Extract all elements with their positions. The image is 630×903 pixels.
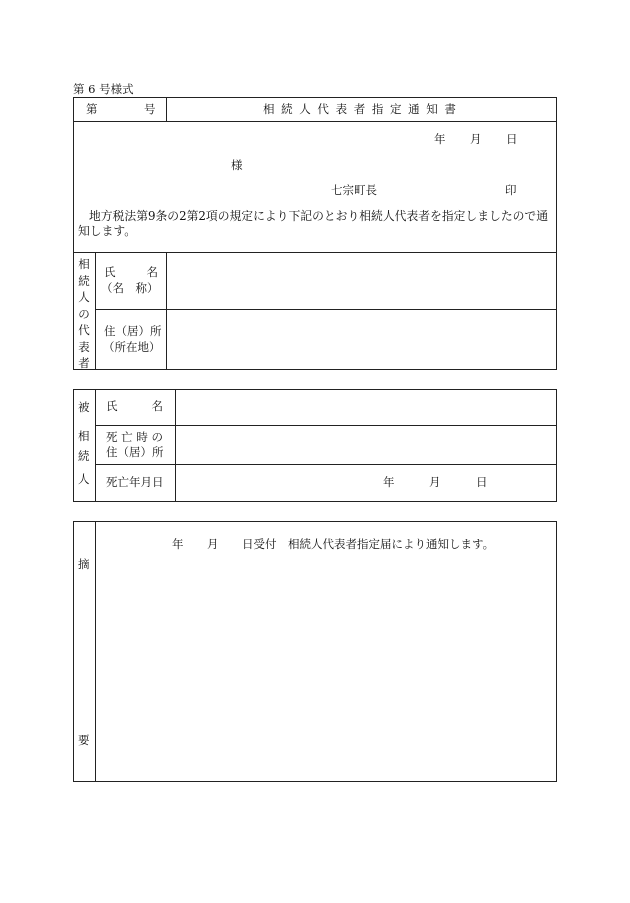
header-divider [73,121,557,122]
remarks-side-bottom: 要 [78,733,90,747]
death-address-label-line2: 住（居）所 [106,445,164,459]
death-date-month: 月 [429,475,441,489]
header-vdivider [166,97,167,121]
deceased-label-divider [175,389,176,502]
deceased-name-label: 氏 名 [106,399,163,413]
document-title: 相 続 人 代 表 者 指 定 通 知 書 [263,102,456,116]
representative-location-label: （所在地） [103,340,161,354]
addressee-suffix: 様 [231,158,243,172]
representative-side-divider [95,252,96,370]
number-suffix: 号 [144,102,156,116]
deceased-side-char-1: 被 [78,400,90,414]
deceased-side-char-3: 続 [78,449,90,463]
issuer-name: 七宗町長 [331,183,377,197]
deceased-side-char-2: 相 [78,429,90,443]
death-date-year: 年 [383,475,395,489]
remarks-side-top: 摘 [78,557,90,571]
deceased-side-char-4: 人 [78,472,90,486]
representative-side-label: 相 続 人 の 代 表 者 [78,257,90,370]
deceased-side-divider [95,389,96,502]
death-address-label-line1: 死 亡 時 の [106,430,163,444]
notice-body-line2: 知します。 [78,224,137,238]
death-date-label: 死亡年月日 [106,475,164,489]
deceased-row2-line [95,464,557,465]
notice-date-year: 年 [434,132,446,146]
representative-mid-line [95,309,557,310]
representative-top-line [73,252,557,253]
notice-body-line1: 地方税法第9条の2第2項の規定により下記のとおり相続人代表者を指定しましたので通 [89,209,549,223]
remarks-month: 月 [207,537,219,551]
remarks-text: 日受付 相続人代表者指定届により通知します。 [242,537,495,551]
remarks-table [73,521,557,782]
notice-date-month: 月 [470,132,482,146]
death-date-day: 日 [476,475,488,489]
representative-address-label: 住（居）所 [104,324,162,338]
deceased-row1-line [95,425,557,426]
seal-mark: 印 [505,183,517,197]
form-number-label: 第 6 号様式 [73,82,134,96]
notice-date-day: 日 [506,132,518,146]
remarks-year: 年 [172,537,184,551]
representative-title-label: （名 称） [101,281,159,295]
number-prefix: 第 [86,102,98,116]
representative-label-divider [166,252,167,370]
remarks-side-divider [95,521,96,782]
representative-name-label: 氏 名 [104,265,158,279]
